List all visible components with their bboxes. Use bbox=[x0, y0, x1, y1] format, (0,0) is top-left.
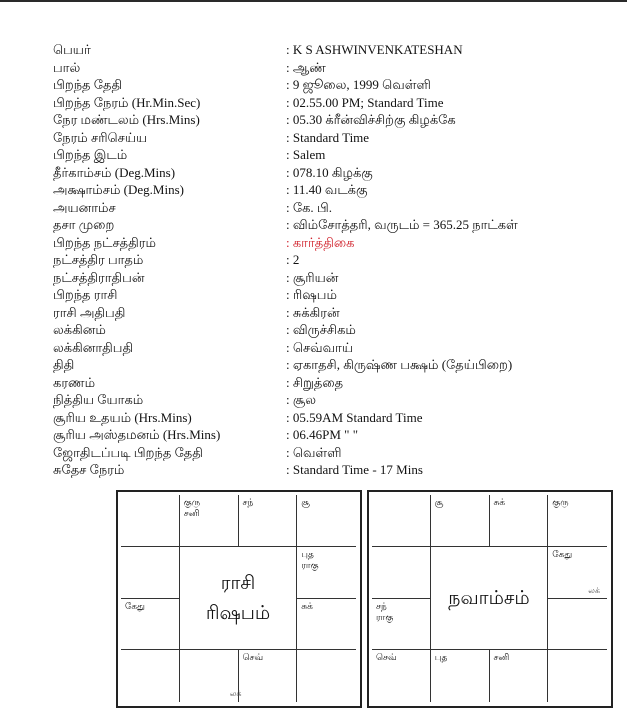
detail-row bbox=[53, 409, 613, 427]
detail-value: : Standard Time bbox=[286, 129, 370, 145]
planet-label: சூ bbox=[301, 498, 310, 508]
navamsa-chart bbox=[367, 490, 613, 708]
house-cell bbox=[297, 547, 356, 599]
house-cell bbox=[239, 495, 298, 547]
rasi-chart bbox=[116, 490, 362, 708]
detail-row bbox=[53, 129, 613, 147]
chart-center bbox=[431, 547, 549, 651]
detail-row bbox=[53, 391, 613, 409]
house-cell bbox=[180, 650, 242, 702]
detail-value: : 06.46PM " " bbox=[286, 427, 359, 442]
detail-value: : Salem bbox=[286, 147, 326, 162]
chart-center bbox=[180, 547, 298, 651]
house-cell bbox=[548, 495, 607, 547]
detail-label: தசா முறை bbox=[53, 217, 115, 232]
planet-label: ராகு bbox=[376, 612, 394, 623]
birth-details-list bbox=[53, 41, 613, 479]
detail-label: பிறந்த ராசி bbox=[53, 287, 118, 302]
top-divider bbox=[0, 0, 627, 2]
detail-value: : 2 bbox=[286, 252, 300, 267]
planet-label: ராகு bbox=[301, 560, 319, 571]
house-cell bbox=[490, 650, 549, 702]
planet-label: புத bbox=[301, 549, 314, 560]
detail-label: ஜோதிடப்படி பிறந்த தேதி bbox=[53, 444, 203, 460]
detail-row bbox=[53, 94, 613, 112]
detail-label: நேர மண்டலம் (Hrs.Mins) bbox=[53, 112, 200, 127]
detail-label: சூரிய அஸ்தமனம் (Hrs.Mins) bbox=[53, 427, 221, 442]
house-cell bbox=[548, 650, 607, 702]
detail-value: : கார்த்திகை bbox=[286, 234, 355, 250]
planet-label: செவ் bbox=[242, 653, 264, 664]
detail-value: : 05.59AM Standard Time bbox=[286, 409, 423, 425]
planet-label: கேது bbox=[552, 549, 573, 560]
detail-value: : வெள்ளி bbox=[286, 444, 342, 460]
detail-label: சுதேச நேரம் bbox=[53, 462, 125, 477]
detail-value: : ஆண் bbox=[286, 59, 326, 75]
house-cell bbox=[548, 547, 607, 599]
detail-value: : Standard Time - 17 Mins bbox=[286, 462, 423, 477]
detail-row bbox=[53, 426, 613, 444]
planet-label: சனி bbox=[493, 653, 510, 664]
planet-label: சுக் bbox=[493, 498, 506, 508]
planet-label: சூ bbox=[434, 498, 444, 508]
detail-label: பிறந்த நட்சத்திரம் bbox=[53, 234, 156, 250]
detail-label: பெயர் bbox=[53, 42, 91, 57]
house-cell bbox=[239, 650, 298, 702]
house-cell bbox=[121, 599, 180, 651]
house-cell bbox=[121, 650, 180, 702]
planet-label: புத bbox=[434, 653, 448, 664]
detail-label: திதி bbox=[53, 357, 75, 372]
lagna-mark: லக் bbox=[229, 689, 242, 699]
planet-label: சந் bbox=[242, 498, 254, 508]
chart-subtitle: ரிஷபம் bbox=[205, 602, 271, 624]
detail-value: : 02.55.00 PM; Standard Time bbox=[286, 94, 444, 110]
detail-label: அயனாம்ச bbox=[53, 199, 116, 215]
detail-label: லக்கினாதிபதி bbox=[53, 339, 134, 355]
detail-label: பால் bbox=[53, 59, 81, 75]
detail-row bbox=[53, 339, 613, 357]
detail-value: : கே. பி. bbox=[286, 199, 333, 215]
detail-label: லக்கினம் bbox=[53, 322, 106, 337]
detail-row bbox=[53, 59, 613, 77]
detail-label: கரணம் bbox=[53, 374, 96, 390]
house-cell bbox=[548, 599, 607, 651]
detail-row bbox=[53, 199, 613, 217]
chart-title: ராசி bbox=[220, 572, 256, 594]
detail-row bbox=[53, 321, 613, 339]
house-cell bbox=[372, 495, 431, 547]
detail-label: ராசி அதிபதி bbox=[53, 304, 126, 320]
house-cell bbox=[121, 495, 180, 547]
lagna-mark: லக் bbox=[588, 585, 601, 595]
detail-row bbox=[53, 286, 613, 304]
detail-value: : ரிஷபம் bbox=[286, 287, 337, 302]
detail-label: சூரிய உதயம் (Hrs.Mins) bbox=[53, 409, 192, 425]
detail-row bbox=[53, 146, 613, 164]
detail-value: : 9 ஜூலை, 1999 வெள்ளி bbox=[286, 77, 431, 92]
house-cell bbox=[372, 650, 431, 702]
detail-value: : K S ASHWINVENKATESHAN bbox=[286, 42, 463, 57]
house-cell bbox=[372, 547, 431, 599]
rasi-grid bbox=[121, 495, 356, 702]
house-cell bbox=[297, 495, 356, 547]
house-cell bbox=[431, 495, 490, 547]
detail-value: : விம்சோத்தரி, வருடம் = 365.25 நாட்கள் bbox=[286, 217, 518, 232]
detail-row bbox=[53, 111, 613, 129]
detail-row bbox=[53, 216, 613, 234]
detail-label: பிறந்த தேதி bbox=[53, 77, 123, 92]
detail-value: : சூரியன் bbox=[286, 269, 339, 285]
detail-value: : 11.40 வடக்கு bbox=[286, 182, 368, 197]
house-cell bbox=[180, 495, 239, 547]
detail-label: நட்சத்திராதிபன் bbox=[53, 269, 145, 285]
detail-value: : ஏகாதசி, கிருஷ்ண பக்ஷம் (தேய்பிறை) bbox=[286, 357, 513, 372]
house-cell bbox=[121, 547, 180, 599]
detail-row bbox=[53, 304, 613, 322]
planet-label: சுக் bbox=[301, 601, 313, 612]
detail-label: நித்திய யோகம் bbox=[53, 392, 144, 407]
detail-label: பிறந்த நேரம் (Hr.Min.Sec) bbox=[53, 94, 201, 110]
detail-value: : விருச்சிகம் bbox=[286, 322, 356, 337]
detail-label: நேரம் சரிசெய்ய bbox=[53, 129, 148, 145]
planet-label: கேது bbox=[125, 601, 145, 612]
detail-row bbox=[53, 181, 613, 199]
detail-value: : செவ்வாய் bbox=[286, 339, 353, 355]
navamsa-grid bbox=[372, 495, 607, 702]
detail-row bbox=[53, 461, 613, 479]
planet-label: குரு bbox=[183, 498, 201, 508]
detail-row bbox=[53, 444, 613, 462]
house-cell bbox=[297, 650, 356, 702]
detail-label: பிறந்த இடம் bbox=[53, 147, 128, 162]
detail-row bbox=[53, 164, 613, 182]
detail-label: அக்ஷாம்சம் (Deg.Mins) bbox=[53, 182, 184, 197]
detail-value: : சூல bbox=[286, 392, 317, 407]
planet-label: செவ் bbox=[376, 653, 397, 664]
detail-row bbox=[53, 356, 613, 374]
chart-title: நவாம்சம் bbox=[448, 587, 530, 609]
planet-label: சந் bbox=[376, 601, 387, 612]
detail-value: : சுக்கிரன் bbox=[286, 304, 340, 320]
detail-row bbox=[53, 374, 613, 392]
planet-label: குரு bbox=[552, 498, 569, 508]
detail-row bbox=[53, 269, 613, 287]
detail-row bbox=[53, 251, 613, 269]
house-cell bbox=[490, 495, 549, 547]
detail-value: : 05.30 க்ரீன்விச்சிற்கு கிழக்கே bbox=[286, 112, 456, 127]
house-cell bbox=[431, 650, 490, 702]
planet-label: சனி bbox=[183, 509, 200, 519]
detail-label: தீர்காம்சம் (Deg.Mins) bbox=[53, 164, 176, 180]
house-cell bbox=[297, 599, 356, 651]
detail-row bbox=[53, 76, 613, 94]
detail-row bbox=[53, 41, 613, 59]
house-cell bbox=[372, 599, 431, 651]
detail-row bbox=[53, 234, 613, 252]
detail-value: : 078.10 கிழக்கு bbox=[286, 164, 373, 180]
detail-label: நட்சத்திர பாதம் bbox=[53, 252, 144, 267]
detail-value: : சிறுத்தை bbox=[286, 374, 344, 390]
